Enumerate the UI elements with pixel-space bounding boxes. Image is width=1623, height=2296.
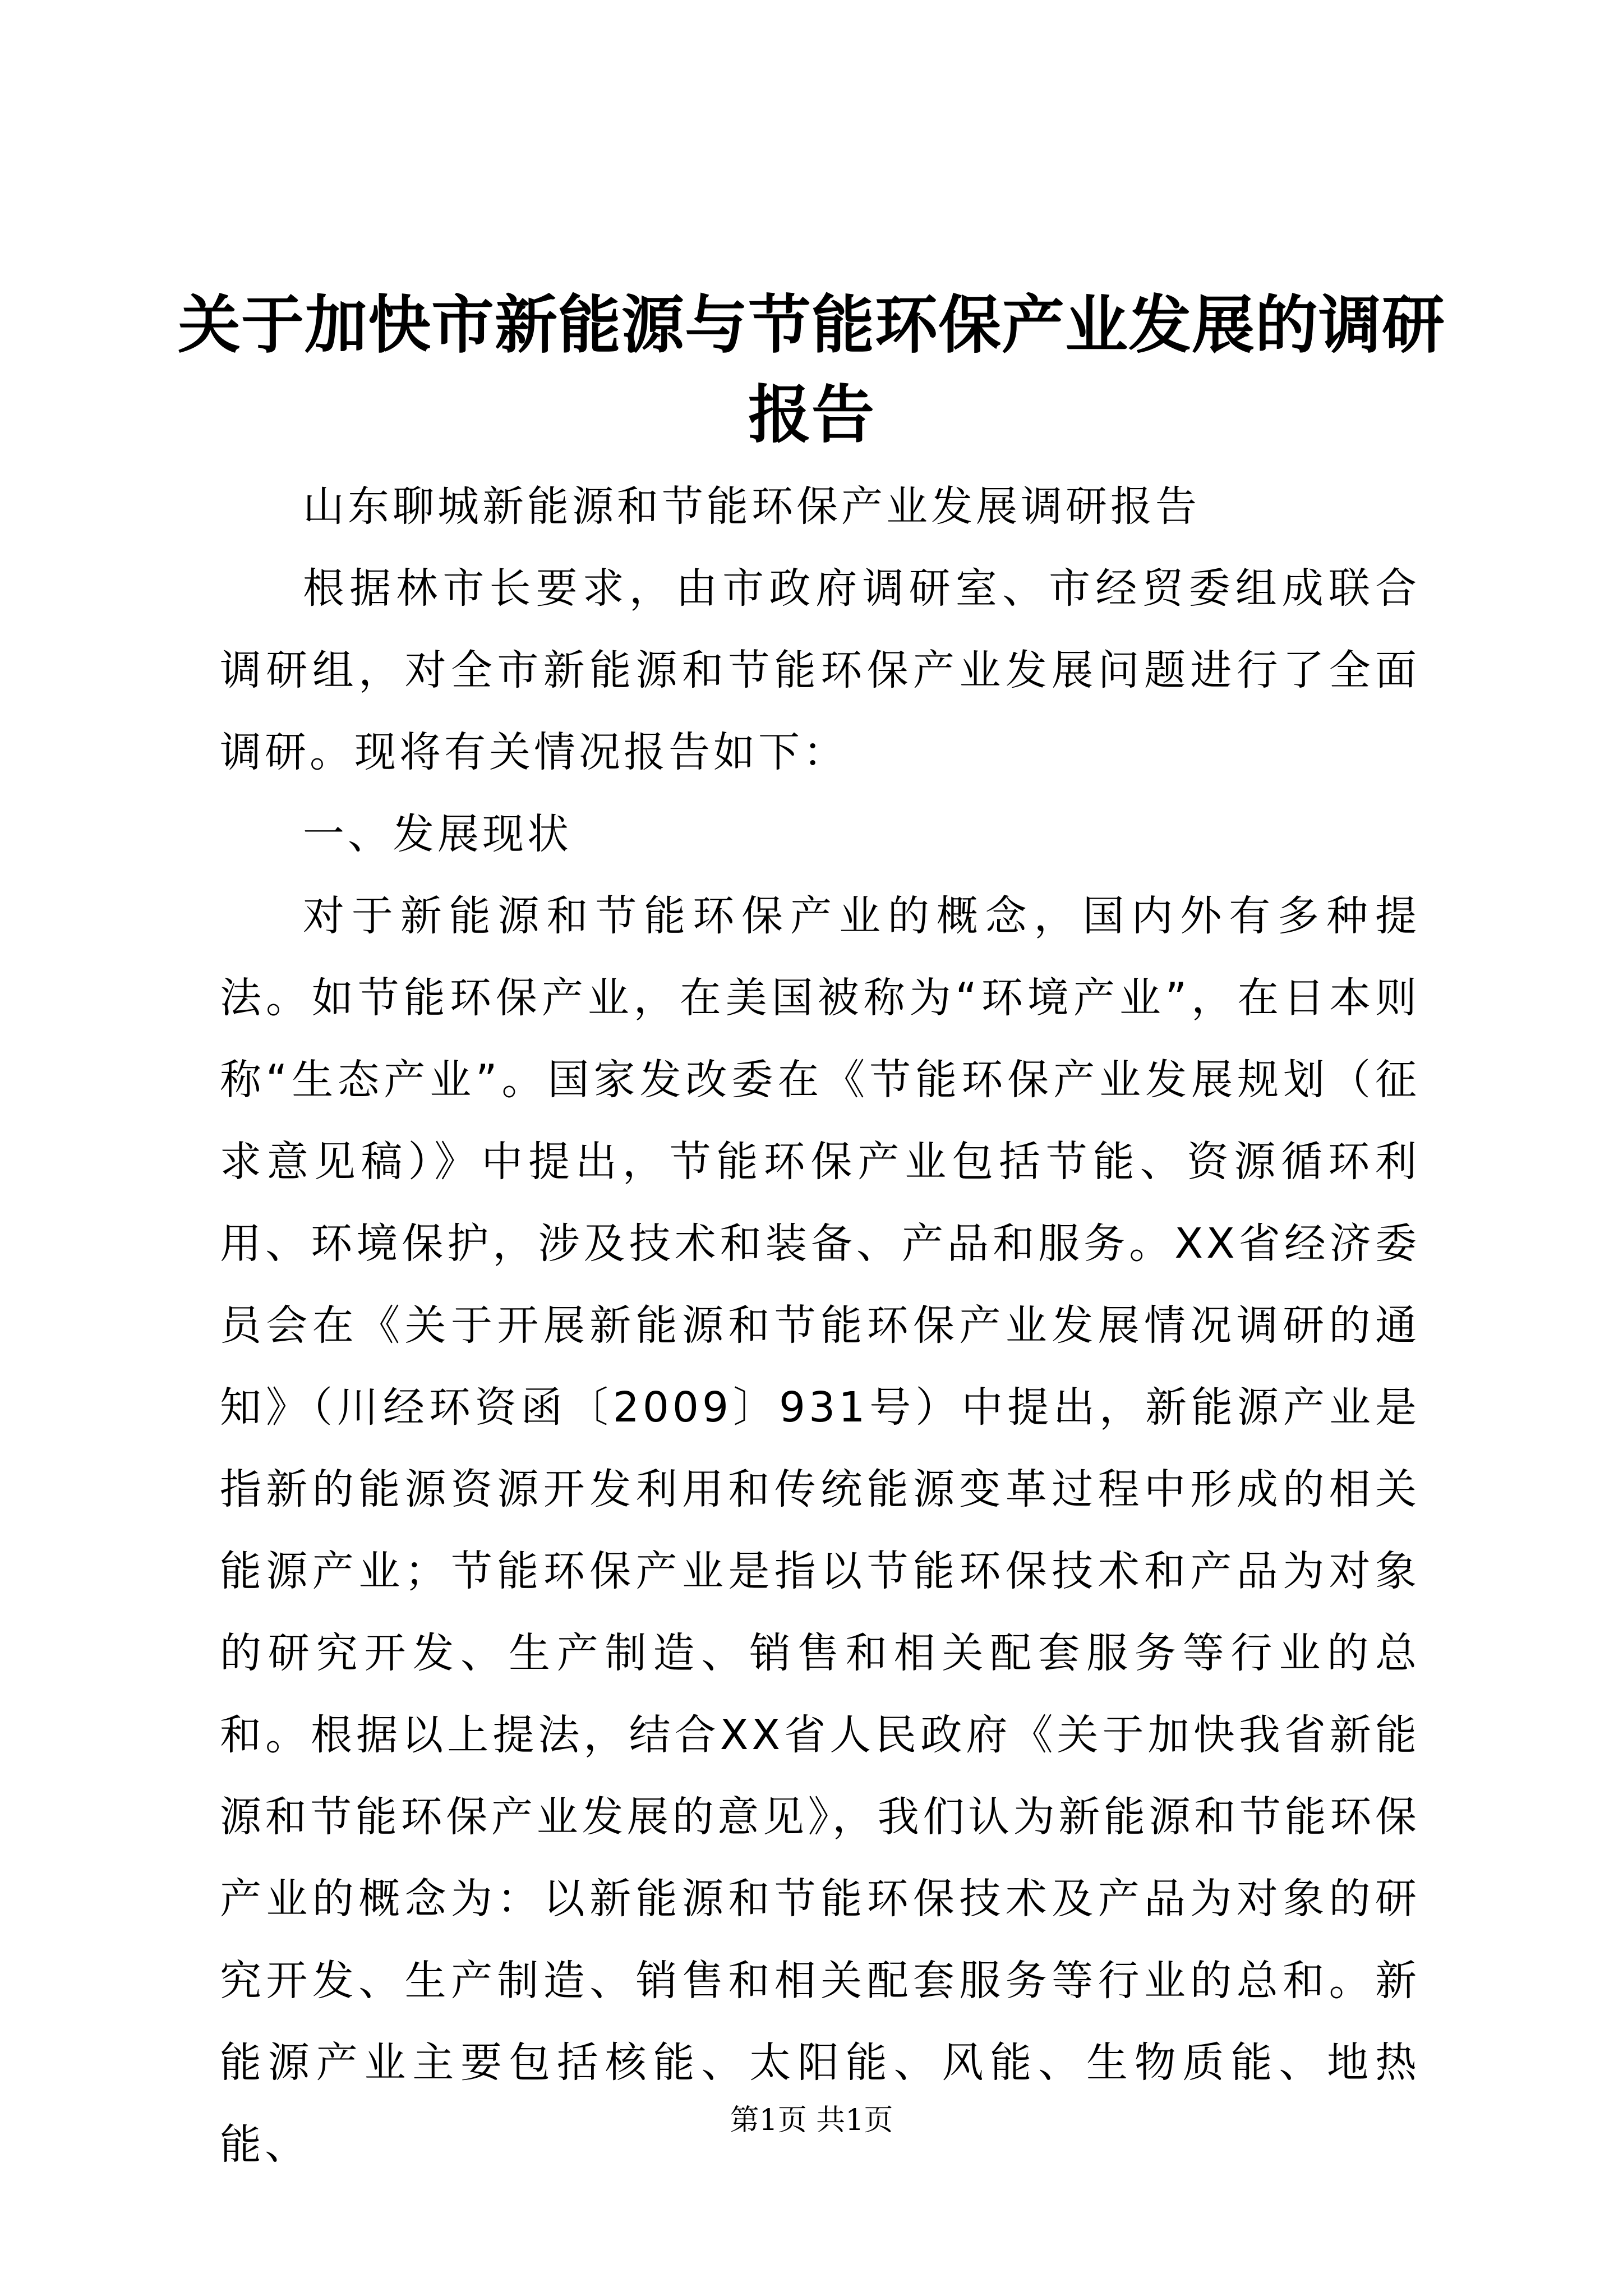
document-body xyxy=(220,466,1420,2185)
page-footer: 第1页 共1页 xyxy=(730,2104,893,2137)
paragraph-intro: 根据林市长要求，由市政府调研室、市经贸委组成联合调研组，对全市新能源和节能环保产业发展问题进行了全面调研。现将有关情况报告如下： xyxy=(220,564,1420,776)
paragraph-body: 对于新能源和节能环保产业的概念，国内外有多种提法。如节能环保产业，在美国被称为“环境产业”，在日本则称“生态产业”。国家发改委在《节能环保产业发展规划（征求意见稿）》中提出，节能环保产业包括节能、资源循环利用、环境保护，涉及技术和装备、产品和服务。XX省经济委员会在《关于开展新能源和节能环保产业发展情况调研的通知》（川经环资函〔2009〕931号）中提出，新能源产业是指新的能源资源开发利用和传统能源变革过程中形成的相关能源产业；节能环保产业是指以节能环保技术和产品为对象的研究开发、生产制造、销售和相关配套服务等行业的总和。根据以上提法，结合XX省人民政府《关于加快我省新能源和节能环保产业发展的意见》，我们认为新能源和节能环保产业的概念为：以新能源和节能环保技术及产品为对象的研究开发、生产制造、销售和相关配套服务等行业的总和。新能源产业主要包括核能、太阳能、风能、生物质能、地热能、 xyxy=(220,892,1420,2169)
section-heading: 一、发展现状 xyxy=(303,810,572,858)
paragraph-subtitle: 山东聊城新能源和节能环保产业发展调研报告 xyxy=(303,482,1200,531)
document-title: 关于加快市新能源与节能环保产业发展的调研报告 xyxy=(178,288,1445,452)
